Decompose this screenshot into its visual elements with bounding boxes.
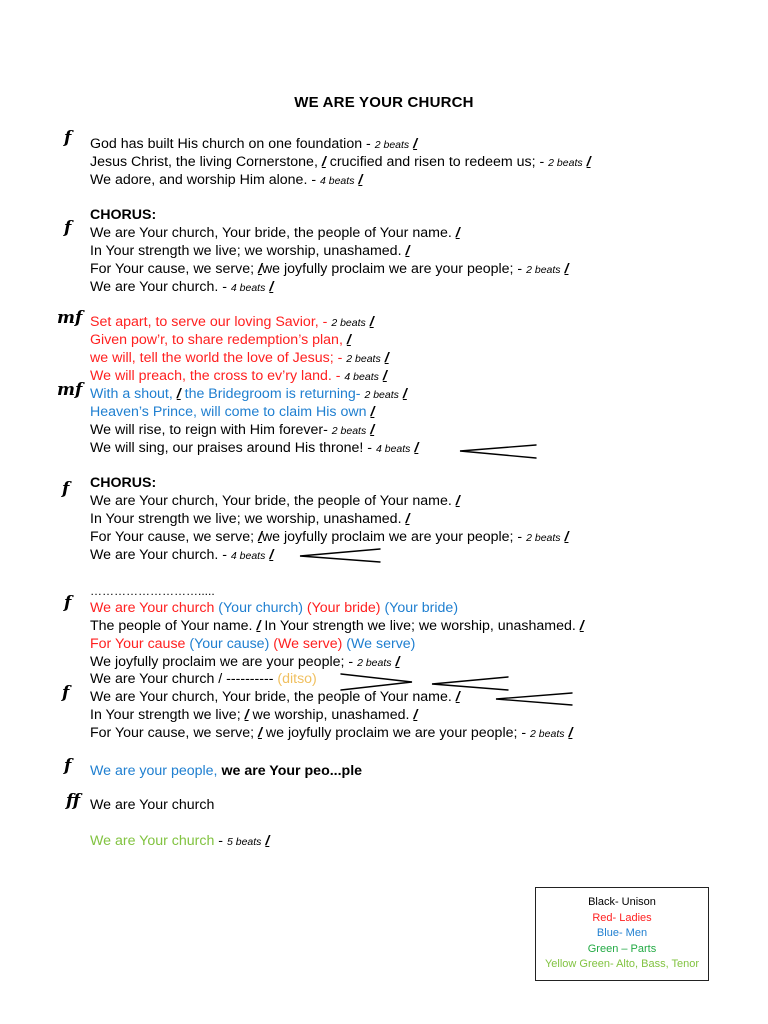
- crescendo-mark: [460, 445, 536, 458]
- beat-mark: /: [244, 707, 249, 723]
- lyric-text: In Your strength we live;: [90, 707, 245, 723]
- beat-mark: /: [346, 332, 351, 348]
- beat-mark: /: [358, 172, 363, 188]
- lyric-text: For Your cause, we serve;: [90, 529, 258, 545]
- lyric-text: We are Your church. -: [90, 279, 231, 295]
- lyric-text: We joyfully proclaim we are your people; -: [90, 654, 358, 670]
- lyric-text: We are Your church, Your bride, the people of Your name.: [90, 225, 456, 241]
- beats-label: 2 beats: [374, 139, 410, 151]
- ending-line2: [90, 617, 584, 635]
- lyric-text: we joyfully proclaim we are your people; -: [261, 725, 531, 741]
- legend-black: Black- Unison: [588, 896, 656, 908]
- dynamic-forte: f: [64, 128, 72, 148]
- lyric-text: In Your strength we live; we worship, unashamed.: [90, 511, 406, 527]
- beat-mark: /: [382, 368, 387, 384]
- beat-mark: /: [586, 154, 591, 170]
- lyric-echo: (We serve): [273, 636, 347, 652]
- lyric-text: We will preach, the cross to ev’ry land. -: [90, 368, 345, 384]
- beat-mark: /: [384, 350, 389, 366]
- beats-label: 2 beats: [526, 532, 561, 544]
- verse2-line2: [90, 331, 351, 349]
- legend-red: Red- Ladies: [592, 911, 652, 924]
- lyric-text: we joyfully proclaim we are your people; -: [261, 261, 527, 277]
- verse2-line7: [90, 421, 374, 440]
- lyric-echo: (Your bride): [306, 600, 385, 616]
- ending-line6: [90, 688, 460, 706]
- ending-line11: [90, 832, 269, 851]
- lyric-echo: (We serve): [346, 636, 416, 652]
- lyric-text: With a shout,: [90, 386, 177, 402]
- beat-mark: /: [405, 243, 410, 259]
- beats-label: 4 beats: [375, 443, 411, 455]
- chorus1-line2: [90, 242, 409, 260]
- lyric-text: we joyfully proclaim we are your people; -: [261, 529, 527, 545]
- lyric-text: We are Your church: [90, 600, 219, 616]
- beat-mark: /: [579, 618, 584, 634]
- lyric-text: the Bridegroom is returning: [180, 386, 356, 402]
- beat-mark: /: [395, 654, 400, 670]
- lyric-text: crucified and risen to redeem us; -: [325, 154, 549, 170]
- beat-mark: /: [269, 547, 274, 563]
- ending-line9: [90, 762, 362, 780]
- beat-mark: /: [564, 529, 569, 545]
- ending-line5: [90, 670, 317, 688]
- chorus1-line4: [90, 278, 273, 297]
- verse2-line6: [90, 403, 374, 421]
- lyric-text: We are Your church / ----------: [90, 671, 278, 687]
- dynamic-fortissimo: ff: [66, 791, 81, 811]
- beats-label: 2 beats: [548, 157, 583, 169]
- ditso-note: (ditso): [277, 671, 317, 687]
- lyric-text: In Your strength we live; we worship, unashamed.: [260, 618, 580, 634]
- chorus2-line4: [90, 546, 273, 565]
- ending-line10: [90, 796, 214, 814]
- lyric-text: Given pow’r, to share redemption’s plan,: [90, 332, 347, 348]
- beat-mark: /: [413, 136, 418, 152]
- verse1-line2: [90, 153, 591, 172]
- verse2-line8: [90, 439, 418, 458]
- lyric-text: -: [214, 833, 227, 849]
- legend-green: Green – Parts: [587, 942, 657, 955]
- beat-mark: /: [256, 618, 261, 634]
- lyric-echo: (Your church): [218, 600, 307, 616]
- lyric-text: In Your strength we live; we worship, unashamed.: [90, 243, 406, 259]
- lyric-text: we are Your peo...ple: [221, 763, 363, 779]
- dynamic-forte: f: [62, 479, 70, 499]
- beat-mark: /: [405, 511, 410, 527]
- beat-mark: /: [370, 422, 375, 438]
- verse1-line1: [90, 135, 417, 154]
- beat-mark: /: [413, 707, 418, 723]
- legend-blue: Blue- Men: [596, 927, 648, 939]
- lyric-text: We are your people,: [90, 763, 222, 779]
- lyric-text: We are Your church: [90, 797, 215, 813]
- chorus-heading: CHORUS:: [90, 475, 157, 491]
- beats-label: 2 beats: [357, 657, 392, 669]
- chorus2-line2: [90, 510, 409, 528]
- beats-label: 4 beats: [230, 550, 266, 562]
- lyric-text: We will rise, to reign with Him forever-: [90, 422, 332, 438]
- beat-mark: /: [369, 314, 374, 330]
- lyric-text: Set apart, to serve our loving Savior, -: [90, 314, 332, 330]
- chorus-heading: CHORUS:: [90, 207, 157, 223]
- lyric-text: For Your cause, we serve;: [90, 261, 258, 277]
- chorus2-line3: [90, 528, 568, 547]
- lyric-echo: (Your bride): [384, 600, 459, 616]
- dynamic-mezzo-forte: mf: [57, 308, 83, 328]
- verse2-line4: [90, 367, 387, 386]
- ending-line3: [90, 635, 415, 653]
- beat-mark: /: [568, 725, 573, 741]
- chorus2-line1: [90, 492, 460, 510]
- beats-label: 2 beats: [331, 425, 367, 437]
- beat-mark: /: [257, 529, 262, 545]
- legend-yellow-green: Yellow Green- Alto, Bass, Tenor: [544, 958, 700, 970]
- lyric-echo: (Your cause): [189, 636, 274, 652]
- verse1-line3: [90, 171, 362, 190]
- beats-label: 4 beats: [344, 371, 379, 383]
- dynamic-mezzo-forte: mf: [57, 380, 83, 400]
- beats-label: 2 beats: [526, 264, 561, 276]
- voice-color-legend: [535, 887, 709, 981]
- beat-mark: /: [455, 225, 460, 241]
- lyric-text: We will sing, our praises around His throne! -: [90, 440, 376, 456]
- beat-mark: /: [176, 386, 181, 402]
- crescendo-mark: [496, 693, 572, 705]
- beat-mark: /: [257, 261, 262, 277]
- lyric-text: We adore, and worship Him alone. -: [90, 172, 320, 188]
- beats-label: 2 beats: [346, 353, 381, 365]
- beats-label: 2 beats: [364, 389, 399, 401]
- lyric-text: We are Your church: [90, 833, 215, 849]
- dynamic-forte: f: [62, 683, 70, 703]
- beat-mark: /: [257, 725, 262, 741]
- beat-mark: /: [455, 689, 460, 705]
- dynamic-forte: f: [64, 756, 72, 776]
- lyric-text: We are Your church, Your bride, the people of Your name.: [90, 493, 456, 509]
- lyric-text: Jesus Christ, the living Cornerstone,: [90, 154, 322, 170]
- beat-mark: /: [370, 404, 375, 420]
- lyric-text: Heaven’s Prince, will come to claim His own: [90, 404, 371, 420]
- beat-mark: /: [265, 833, 270, 849]
- verse2-line5: [90, 385, 407, 404]
- ending-line7: [90, 706, 417, 724]
- lyric-text: For Your cause: [90, 636, 190, 652]
- beat-mark: /: [321, 154, 326, 170]
- lyric-text: For Your cause, we serve;: [90, 725, 258, 741]
- lyric-text: we will, tell the world the love of Jesus; -: [90, 350, 347, 366]
- chorus1-line3: [90, 260, 568, 279]
- lyric-text: We are Your church, Your bride, the people of Your name.: [90, 689, 456, 705]
- verse2-line1: [90, 313, 374, 332]
- ending-line1: [90, 599, 458, 617]
- beat-mark: /: [414, 440, 419, 456]
- beats-label: 2 beats: [331, 317, 366, 329]
- dotted-separator: ……………………….....: [90, 584, 215, 598]
- lyric-text: we worship, unashamed.: [248, 707, 414, 723]
- dynamic-forte: f: [64, 593, 72, 613]
- song-title: WE ARE YOUR CHURCH: [294, 94, 474, 111]
- beats-label: 2 beats: [530, 728, 565, 740]
- beat-mark: /: [455, 493, 460, 509]
- beat-mark: /: [269, 279, 274, 295]
- lyric-text: God has built His church on one foundation -: [90, 136, 375, 152]
- beats-label: 4 beats: [230, 282, 266, 294]
- beats-label: 4 beats: [320, 175, 355, 187]
- beats-label: 5 beats: [226, 836, 262, 848]
- lyric-text: -: [355, 386, 365, 402]
- ending-line8: [90, 724, 572, 743]
- chorus1-line1: [90, 224, 460, 242]
- beat-mark: /: [402, 386, 407, 402]
- verse2-line3: [90, 349, 389, 368]
- crescendo-mark: [300, 549, 380, 562]
- dynamic-forte: f: [64, 218, 72, 238]
- lyric-text: We are Your church. -: [90, 547, 231, 563]
- lyric-text: The people of Your name.: [90, 618, 257, 634]
- beat-mark: /: [564, 261, 569, 277]
